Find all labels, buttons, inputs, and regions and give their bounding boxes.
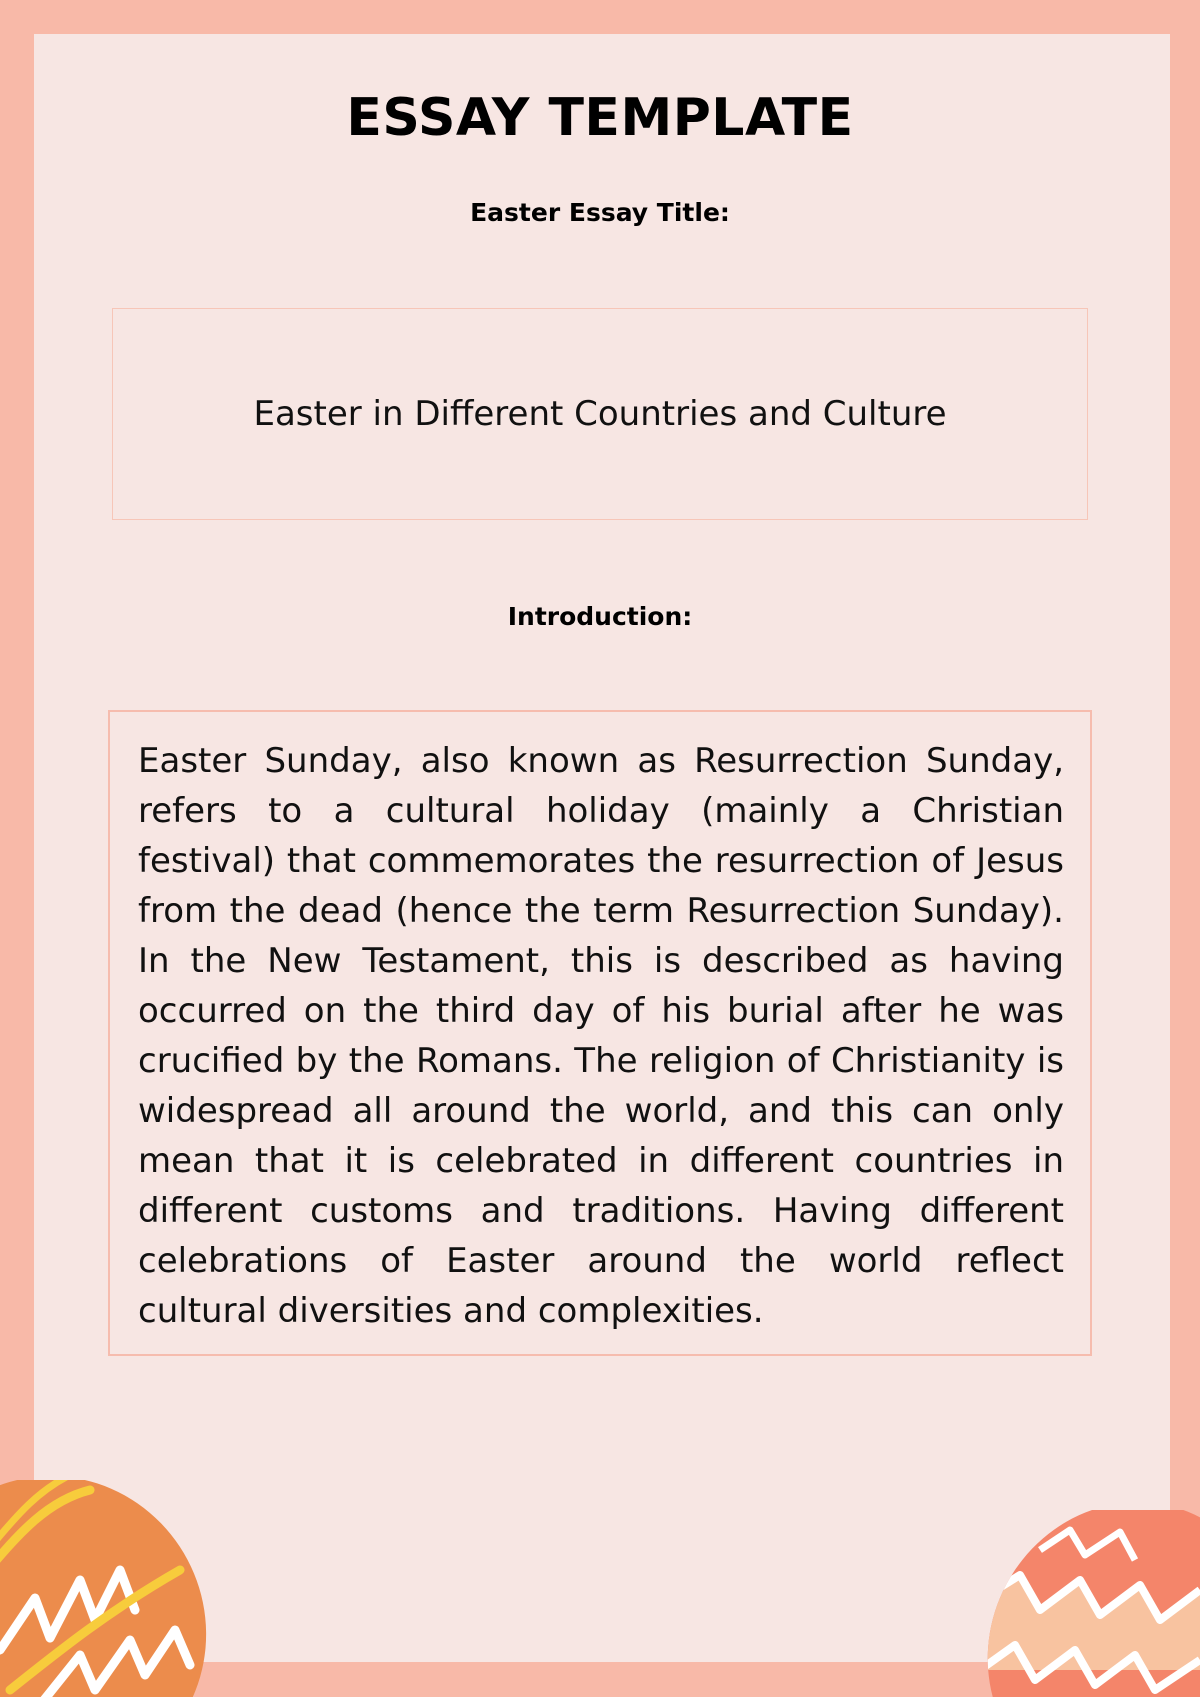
easter-egg-right-icon bbox=[980, 1510, 1200, 1697]
essay-title-box bbox=[112, 308, 1088, 520]
essay-title-value: Easter in Different Countries and Culture bbox=[253, 394, 947, 434]
introduction-box bbox=[108, 710, 1092, 1356]
document-heading: ESSAY TEMPLATE bbox=[346, 88, 854, 148]
introduction-text: Easter Sunday, also known as Resurrection Sunday, refers to a cultural holiday (mainly a Christian festival) that commemorates the resurrection of Jesus from the dead (hence the term Resurrection Sunday). In the New Testament, this is described as having occurred on the third day of his burial after he was crucified by the Romans. The religion of Christianity is widespread all around the world, and this can only mean that it is celebrated in different countries in different customs and traditions. Having different celebrations of Easter around the world reflect cultural diversities and complexities. bbox=[138, 741, 1064, 1331]
easter-egg-left-icon bbox=[0, 1480, 220, 1697]
essay-title-label: Easter Essay Title: bbox=[470, 198, 730, 227]
introduction-label: Introduction: bbox=[507, 602, 693, 631]
